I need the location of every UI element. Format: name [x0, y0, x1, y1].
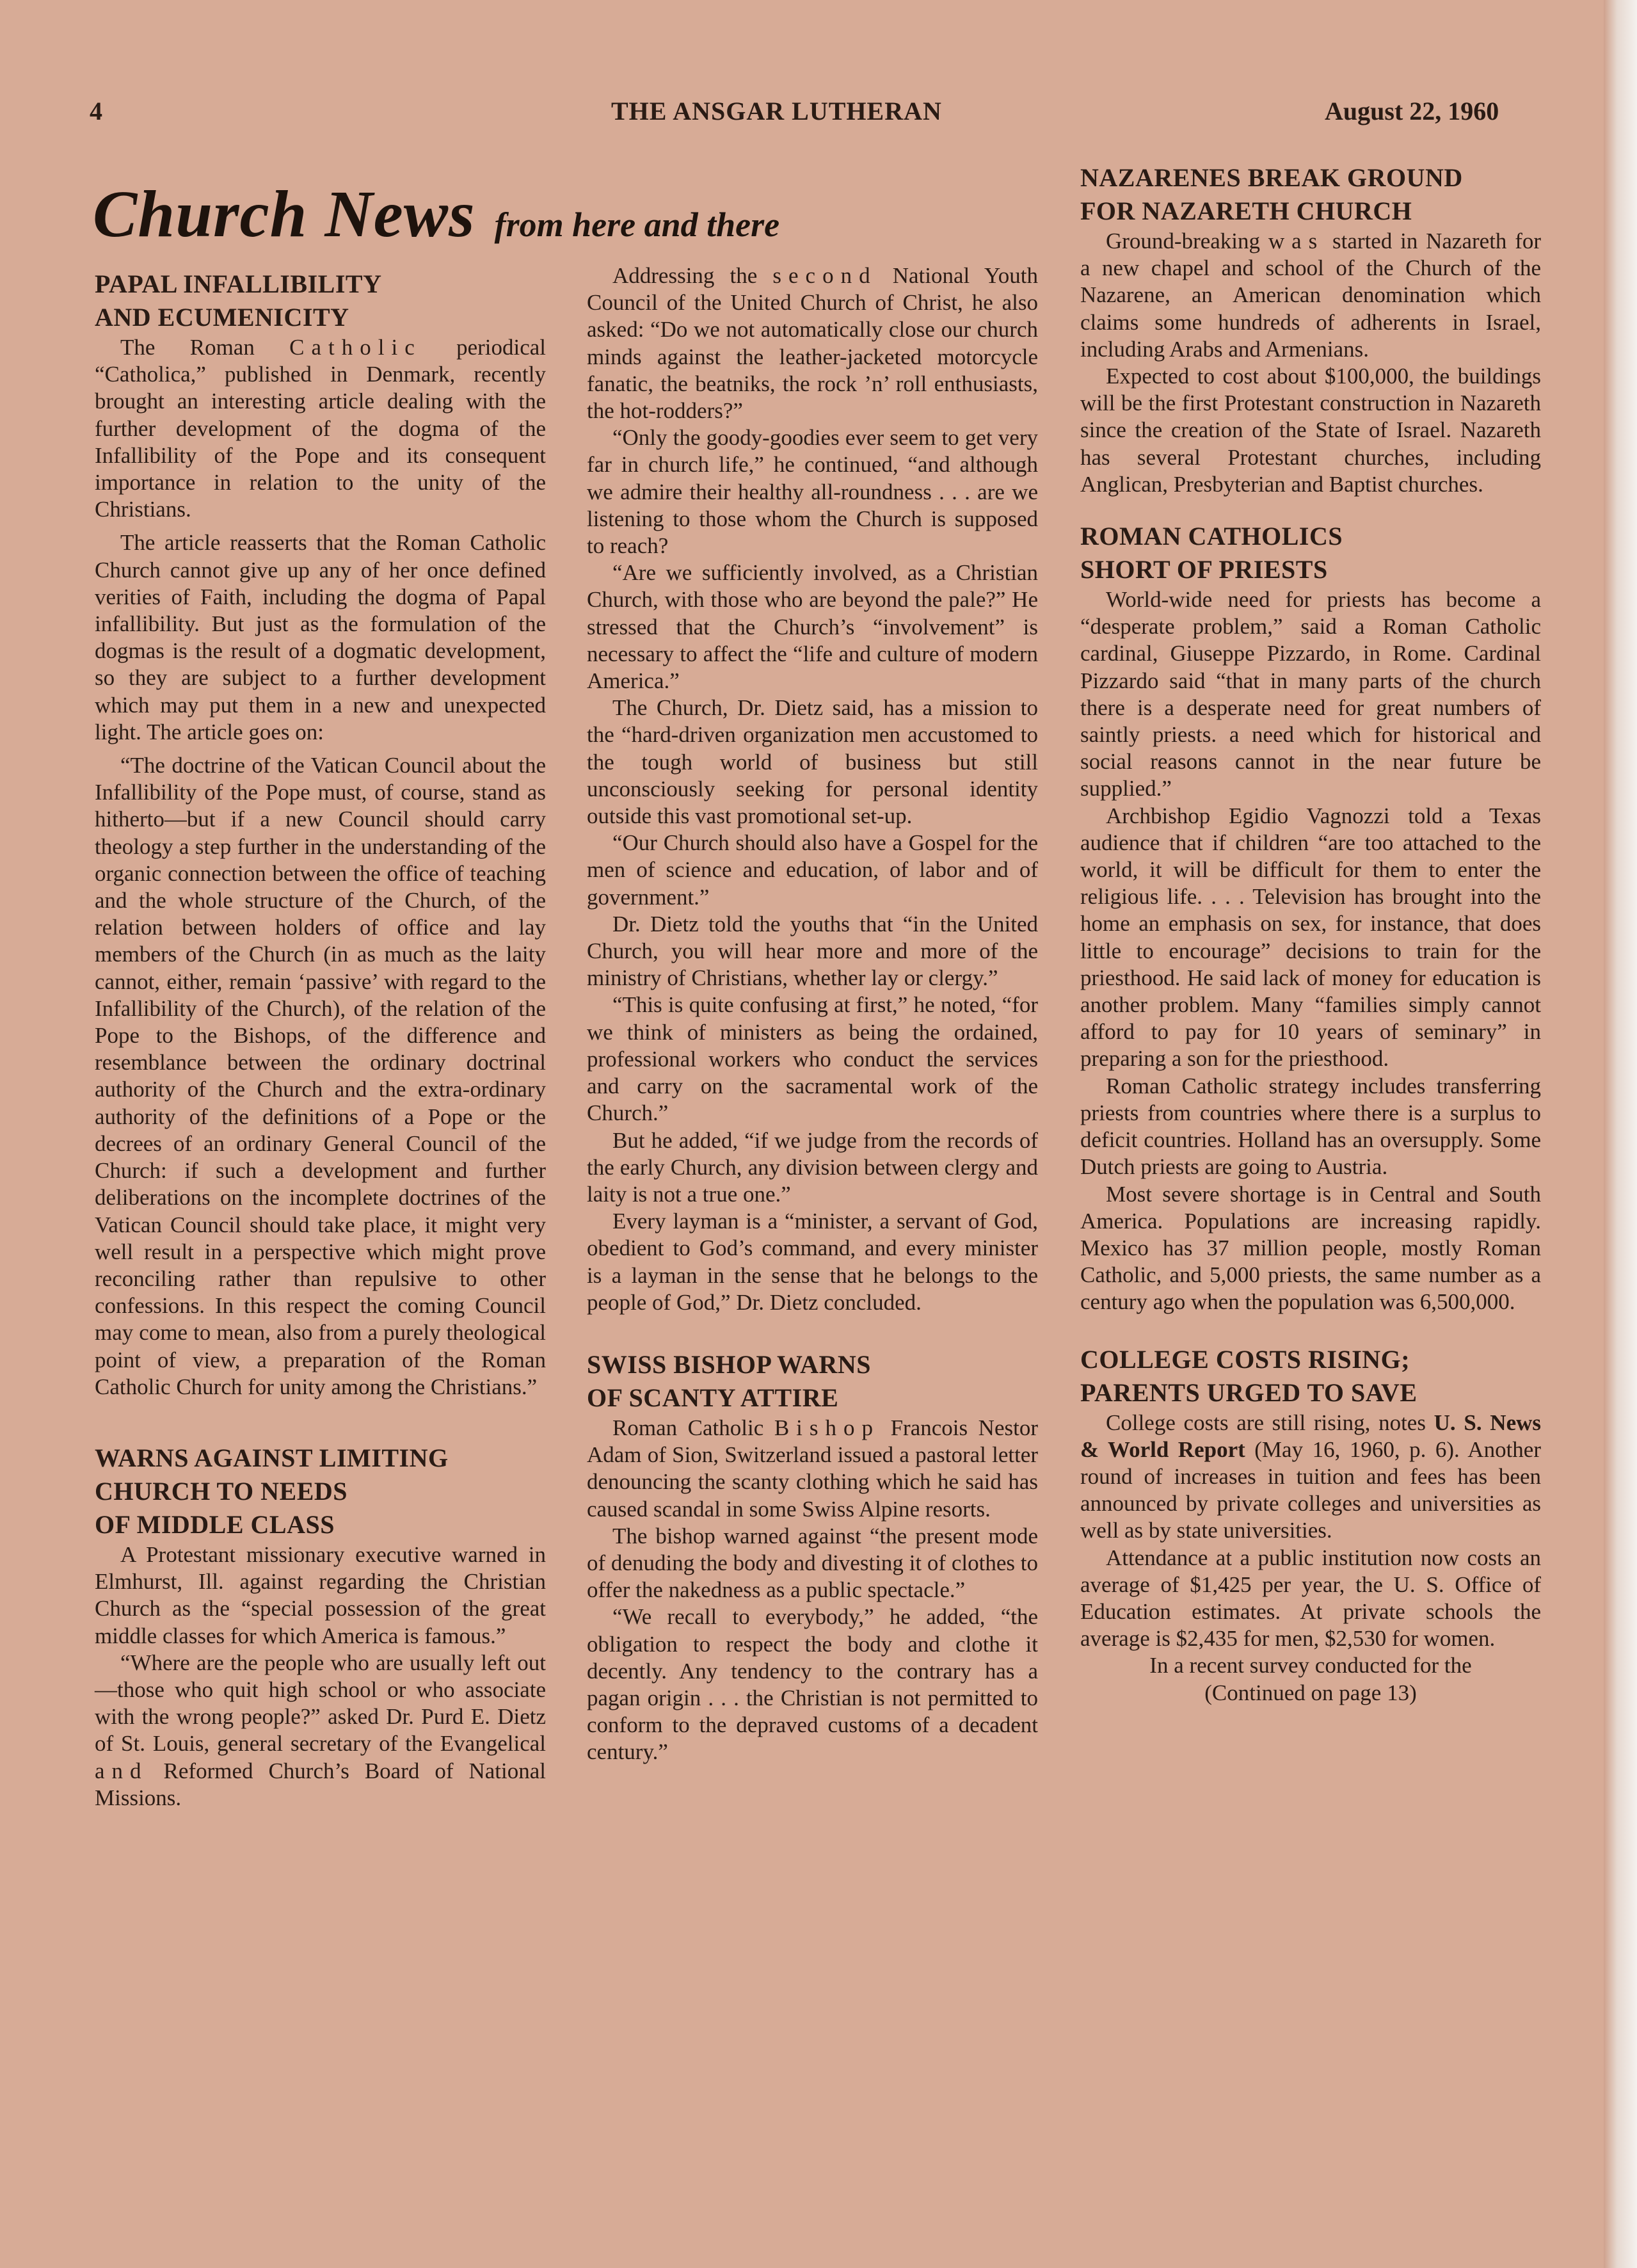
paragraph: But he added, “if we judge from the records of the early Church, any division between clergy and laity is not a true one.” [587, 1127, 1038, 1207]
text-run: second [772, 263, 877, 288]
paragraph: “Are we sufficiently involved, as a Christian Church, with those who are beyond the pale?” He stressed that the Church’s “involvement” is necessary to affect the “life and culture of modern America.” [587, 560, 1038, 694]
paragraph [95, 334, 546, 523]
text-run: National Youth Council of the United Church of Christ, he also asked: “Do we not automatically close our church minds against the leather-jacketed motorcycle fanatic, the beatniks, the rock ’n’ roll enthusiasts, the hot-rodders?” [587, 263, 1038, 424]
headline-line: SWISS BISHOP WARNS [587, 1349, 871, 1379]
paragraph [1080, 1410, 1541, 1545]
column-2 [587, 262, 1038, 1766]
article-swiss-bishop [587, 1348, 1038, 1766]
paragraph: Dr. Dietz told the youths that “in the United Church, you will hear more and more of the ministry of Christians, whether lay or clergy.” [587, 911, 1038, 991]
headline-line: WARNS AGAINST LIMITING [95, 1443, 449, 1472]
paragraph: A Protestant missionary executive warned in Elmhurst, Ill. against regarding the Christian Church as the “special possession of the great middle classes for which America is famous.” [95, 1541, 546, 1648]
paragraph [587, 262, 1038, 424]
paragraph [95, 1650, 546, 1812]
publication-title: THE ANSGAR LUTHERAN [611, 97, 942, 125]
text-run: was [1268, 229, 1325, 253]
paragraph: Roman Catholic strategy includes transferring priests from countries where there is a surplus to deficit countries. Holland has an oversupply. Some Dutch priests are going to Austria. [1080, 1073, 1541, 1180]
text-run: The Roman [120, 335, 255, 360]
paragraph: Expected to cost about $100,000, the buildings will be the first Protestant construction in Nazareth since the creation of the State of Israel. Nazareth has several Protestant churches, including Anglican, Presbyterian and Baptist churches. [1080, 364, 1541, 497]
paragraph: The bishop warned against “the present mode of denuding the body and divesting it of clothes to offer the nakedness as a public spectacle.” [587, 1523, 1038, 1603]
section-masthead [93, 176, 779, 252]
text-run: Roman Catholic [612, 1415, 764, 1440]
headline-line: CHURCH TO NEEDS [95, 1476, 347, 1506]
paragraph: The article reasserts that the Roman Catholic Church cannot give up any of her once defined verities of Faith, including the dogma of Papal infallibility. But just as the formulation of the dogmas is the result of a dogmatic development, so they are subject to a further development which may put them in a new and unexpected light. The article goes on: [95, 530, 546, 744]
text-run: Addressing the [612, 263, 758, 288]
text-run: (May 16, 1960, p. 6). Another round of increases in tuition and fees has been announced by private colleges and universities as well as by state universities. [1080, 1436, 1541, 1543]
text-run: “Where are the people who are usually left out—those who quit high school or who associate with the wrong people?” asked Dr. Purd E. Dietz of St. Louis, general secretary of the Evangelical [95, 1650, 546, 1757]
paragraph: World-wide need for priests has become a “desperate problem,” said a Roman Catholic cardinal, Giuseppe Pizzardo, in Rome. Cardinal Pizzardo said “that in many parts of the church there is a desperate need for great numbers of saintly priests. a need which for historical and social reasons cannot in the near future be supplied.” [1080, 587, 1541, 801]
article-warns-continued [587, 262, 1038, 1316]
headline-line: OF MIDDLE CLASS [95, 1509, 335, 1539]
paragraph: Archbishop Egidio Vagnozzi told a Texas audience that if children “are too attached to the world, it will be difficult for them to enter the religious life. . . . Television has brought into the home an emphasis on sex, for instance, that does little to encourage” decisions to train for the priesthood. He said lack of money for education is another problem. Many “families simply cannot afford to pay for 10 years of seminary” in preparing a son for the priesthood. [1080, 803, 1541, 1072]
article-papal-infallibility [95, 268, 546, 1401]
text-run: and [95, 1758, 148, 1783]
text-run: Catholic [289, 335, 422, 360]
paragraph [1080, 228, 1541, 363]
paragraph: “Only the goody-goodies ever seem to get very far in church life,” he continued, “and although we admire their healthy all-roundness . . . are we listening to those whom the Church is supposed to reach? [587, 425, 1038, 559]
headline-line: NAZARENES BREAK GROUND [1080, 163, 1463, 192]
text-run: started in Nazareth for a new chapel and school of the Church of the Nazarene, an American denomination which claims some hundreds of adherents in Israel, including Arabs and Armenians. [1080, 229, 1542, 362]
paper-edge [1604, 0, 1637, 2268]
paragraph: Every layman is a “minister, a servant of God, obedient to God’s command, and every minister is a layman in the sense that he belongs to the people of God,” Dr. Dietz concluded. [587, 1209, 1038, 1315]
text-run: Bishop [774, 1415, 881, 1440]
masthead-title: Church News [93, 177, 475, 251]
headline-line: SHORT OF PRIESTS [1080, 555, 1328, 584]
paragraph: Attendance at a public institution now costs an average of $1,425 per year, the U. S. Office of Education estimates. At private schools the average is $2,435 for men, $2,530 for women. [1080, 1545, 1541, 1652]
headline-line: ROMAN CATHOLICS [1080, 522, 1343, 551]
text-run: periodical “Catholica,” published in Denmark, recently brought an interesting article dealing with the further development of the dogma of the Infallibility of the Pope and its consequent importance in relation to the unity of the Christians. [95, 335, 546, 522]
article-roman-catholics-short-of-priests [1080, 520, 1541, 1315]
headline-line: COLLEGE COSTS RISING; [1080, 1344, 1410, 1374]
issue-date: August 22, 1960 [1325, 97, 1499, 125]
paragraph: In a recent survey conducted for the [1149, 1653, 1472, 1678]
paragraph: “The doctrine of the Vatican Council about the Infallibility of the Pope must, of course, stand as hitherto—but if a new Council should carry theology a step further in the understanding of the organic connection between the office of teaching and the whole structure of the Church, of the relation between holders of office and lay members of the Church (in as much as the laity cannot, either, remain ‘passive’ with regard to the Infallibility of the Church), of the relation of the Pope to the Bishops, of the difference and resemblance between the ordinary doctrinal authority of the Church and the extra-ordinary authority of the definitions of a Pope or the decrees of an ordinary General Council of the Church: if such a development and further deliberations on the incomplete doctrines of the Vatican Council should take place, it might very well result in a perspective which might prove reconciling rather than repulsive to other confessions. In this respect the coming Council may come to mean, also from a purely theological point of view, a preparation of the Roman Catholic Church for unity among the Christians.” [95, 753, 546, 1399]
headline-line: OF SCANTY ATTIRE [587, 1383, 839, 1412]
publication-reference: U. S. News & World Report [1080, 1410, 1541, 1462]
column-3 [1080, 161, 1541, 1707]
article-warns-against-limiting [95, 1442, 546, 1812]
column-1 [95, 268, 546, 1812]
paragraph: “Our Church should also have a Gospel for the men of science and education, of labor and of government.” [587, 830, 1038, 910]
text-run: Reformed Church’s Board of National Missions. [95, 1758, 546, 1810]
article-nazarenes [1080, 161, 1541, 498]
page-number: 4 [90, 97, 102, 125]
masthead-subtitle: from here and there [494, 205, 780, 244]
headline-line: PARENTS URGED TO SAVE [1080, 1378, 1417, 1407]
paragraph: “We recall to everybody,” he added, “the obligation to respect the body and clothe it decently. Any tendency to the contrary has a pagan origin . . . the Christian is not permitted to conform to the depraved customs of a decadent century.” [587, 1604, 1038, 1765]
headline-line: FOR NAZARETH CHURCH [1080, 197, 1412, 225]
continued-note: (Continued on page 13) [1204, 1680, 1417, 1705]
paragraph: Most severe shortage is in Central and South America. Populations are increasing rapidly. Mexico has 37 million people, mostly Roman Catholic, and 5,000 priests, the same number as a century ago when the population was 6,500,000. [1080, 1181, 1541, 1315]
text-run: College costs are still rising, notes [1106, 1410, 1426, 1435]
article-college-costs [1080, 1343, 1541, 1707]
text-run: Ground-breaking [1106, 229, 1261, 253]
paragraph: The Church, Dr. Dietz said, has a mission to the “hard-driven organization men accustomed to the tough world of business but still unconsciously seeking for personal identity outside this vast promotional set-up. [587, 695, 1038, 829]
paragraph [587, 1415, 1038, 1523]
headline-line: AND ECUMENICITY [95, 303, 349, 332]
text-run: Francois Nestor Adam of Sion, Switzerland issued a pastoral letter denouncing the scanty clothing which he said has caused scandal in some Swiss Alpine resorts. [587, 1415, 1038, 1522]
headline-line: PAPAL INFALLIBILITY [95, 269, 382, 298]
paragraph: “This is quite confusing at first,” he noted, “for we think of ministers as being the ordained, professional workers who conduct the services and carry on the sacramental work of the Church.” [587, 992, 1038, 1126]
